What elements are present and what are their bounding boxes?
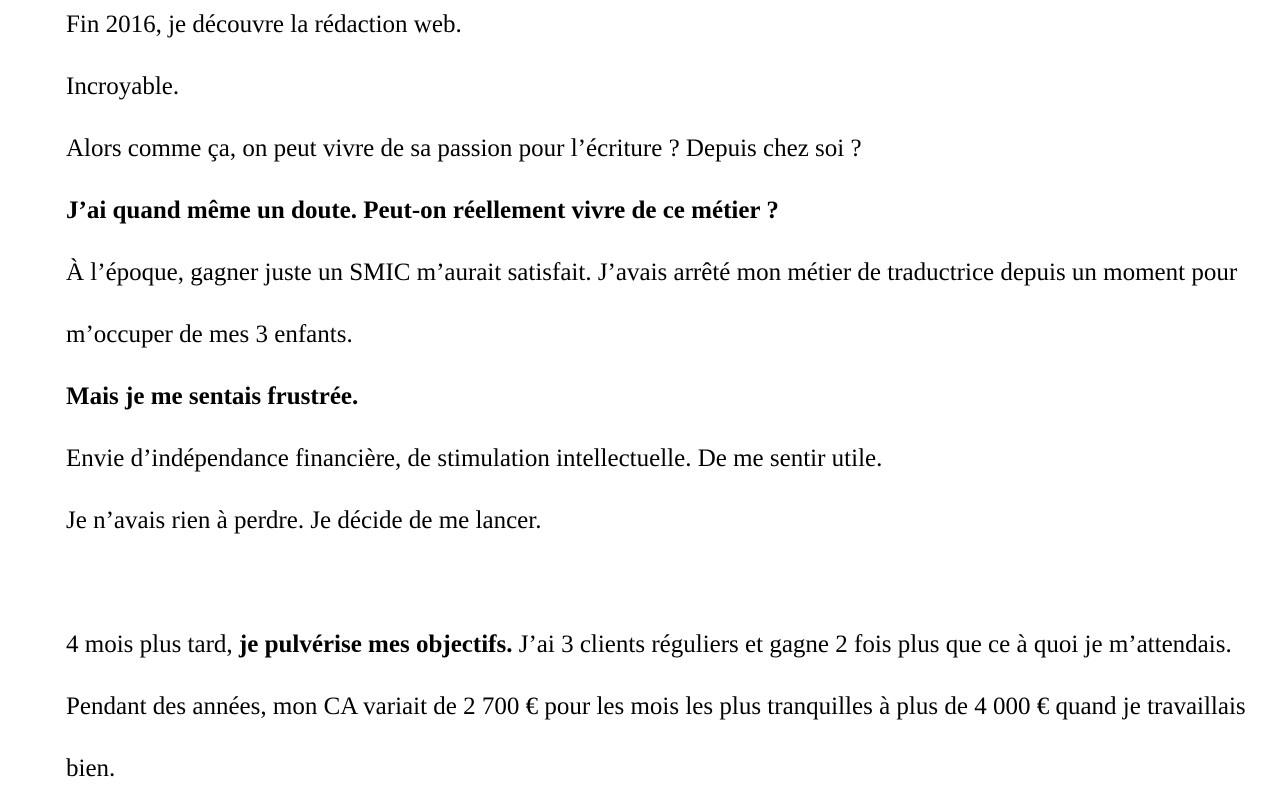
- paragraph-alors-comme-ca: [66, 118, 1261, 180]
- text-line: [66, 118, 1261, 180]
- text-line: [66, 738, 1261, 800]
- text-segment: m’occuper de mes 3 enfants.: [66, 321, 353, 348]
- text-line: [66, 676, 1261, 738]
- text-line: [66, 304, 1261, 366]
- paragraph-frustree-heading: [66, 366, 1261, 428]
- paragraph-pendant-des-annees: [66, 676, 1261, 800]
- paragraph-rien-a-perdre: [66, 490, 1261, 552]
- text-segment: Fin 2016, je découvre la rédaction web.: [66, 11, 462, 38]
- text-segment: Envie d’indépendance financière, de stimulation intellectuelle. De me sentir utile.: [66, 445, 883, 472]
- text-line: [66, 56, 1261, 118]
- text-segment: bien.: [66, 755, 116, 782]
- text-segment: Je n’avais rien à perdre. Je décide de me lancer.: [66, 507, 542, 534]
- paragraph-envie: [66, 428, 1261, 490]
- text-line: [66, 0, 1261, 56]
- text-segment: Alors comme ça, on peut vivre de sa passion pour l’écriture ? Depuis chez soi ?: [66, 135, 862, 162]
- text-segment: À l’époque, gagner juste un SMIC m’aurait satisfait. J’avais arrêté mon métier de traductrice depuis un moment pour: [66, 259, 1238, 286]
- paragraph-fin-2016: [66, 0, 1261, 56]
- text-segment: J’ai 3 clients réguliers et gagne 2 fois plus que ce à quoi je m’attendais.: [512, 631, 1232, 658]
- paragraph-a-l-epoque: [66, 242, 1261, 366]
- bold-text-segment: je pulvérise mes objectifs.: [238, 631, 513, 658]
- text-line: [66, 242, 1261, 304]
- text-segment: 4 mois plus tard,: [66, 631, 239, 658]
- bold-text-segment: Mais je me sentais frustrée.: [66, 383, 359, 410]
- paragraph-incroyable: [66, 56, 1261, 118]
- text-line: [66, 614, 1261, 676]
- document-page: [66, 0, 1261, 800]
- text-line: [66, 366, 1261, 428]
- text-line: [66, 180, 1261, 242]
- text-line: [66, 490, 1261, 552]
- text-line: [66, 428, 1261, 490]
- paragraph-empty-spacer: [66, 552, 1261, 614]
- paragraph-doute-heading: [66, 180, 1261, 242]
- paragraph-4-mois: [66, 614, 1261, 676]
- bold-text-segment: J’ai quand même un doute. Peut-on réellement vivre de ce métier ?: [66, 197, 779, 224]
- text-segment: Pendant des années, mon CA variait de 2 700 € pour les mois les plus tranquilles à plus de 4 000 € quand je travaillais: [66, 693, 1246, 720]
- text-segment: Incroyable.: [66, 73, 180, 100]
- empty-line: [66, 552, 1261, 614]
